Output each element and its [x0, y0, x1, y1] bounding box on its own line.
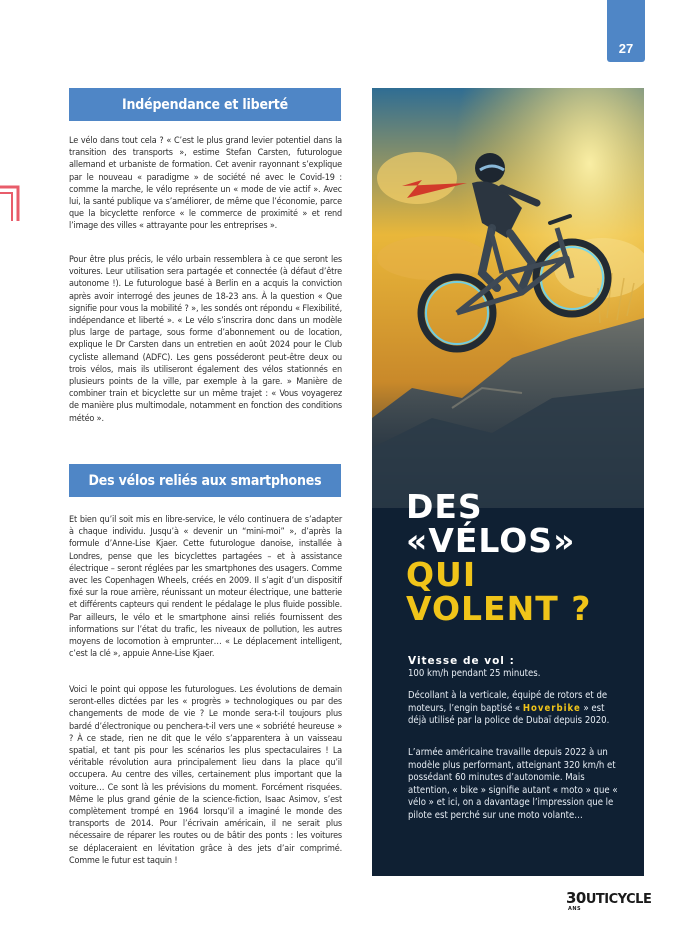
section-header-smartphones — [69, 464, 341, 497]
us-army-paragraph: L’armée américaine travaille depuis 2022 à un modèle plus performant, atteignant 320 km/h et possédant 60 minutes d’autonomie. Mais attention, « bike » signifie autant « moto » que « vélo » et ici, on a davantage l’impression que le pilote est perché sur une moto volante… — [408, 747, 618, 821]
paragraph: Et bien qu’il soit mis en libre-service, le vélo continuera de s’adapter à chaque individu. Jusqu’à « devenir un “mini-moi” », d’après la formule d’Anne-Lise Kjaer. Cette futurologue danoise, installée à Londres, pense que les bicyclettes partagées – et à assistance électrique – seront réglées par les smartphones des usagers. Comme avec les Copenhagen Wheels, créés en 2009. Il s’agit d’un dispositif fixé sur la roue arrière, réunissant un moteur électrique, une batterie et différents capteurs qui rendent le pédalage le plus fluide possible. Par ailleurs, le vélo et le smartphone ainsi reliés fournissent des informations sur l’état du trafic, les niveaux de pollution, les autres moyens de locomotion à emprunter… « Le déplacement intelligent, c’est la clé », appuie Anne-Lise Kjaer. — [69, 515, 342, 660]
page-number: 27 — [618, 41, 634, 56]
logo-name: UTICYCLE — [585, 892, 652, 907]
hoverbike-paragraph — [408, 690, 620, 728]
hoverbike-text-start: Décollant à la verticale, équipé de rotors et de moteurs, l’engin baptisé « — [408, 690, 608, 714]
paragraph: Voici le point qui oppose les futurologues. Les évolutions de demain seront-elles dictées par les « progrès » technologiques ou par des changements de mode de vie ? Le monde sera-t-il toujours plus bardé d’électronique ou penchera-t-il vers une « sobriété heureuse » ? À ce stade, rien ne dit que le vélo s’apparentera à un vaisseau spatial, et tant pis pour les scénarios les plus spectaculaires ! La véritable révolution aura principalement lieu dans la place qu’il occupera. Au centre des villes, certainement plus important que la voiture… Ce sont là les prévisions du moment. Forcément risquées. Même le plus grand génie de la science-fiction, Isaac Asimov, s’est complètement trompé en 1964 lorsqu’il a imaginé le monde des transports de 2014. Pour l’écrivain américain, il ne serait plus nécessaire de réparer les routes ou de bâtir des ponts : les voitures se déplaceraient en lévitation grâce à des jets d’air comprimé. Comme le futur est taquin ! — [69, 685, 342, 866]
speed-info — [408, 655, 620, 680]
headline-line: «VÉLOS» — [406, 521, 576, 560]
page-number-tab — [607, 0, 645, 62]
flying-bike-illustration — [372, 88, 644, 508]
speed-value: 100 km/h pendant 25 minutes. — [408, 667, 541, 679]
section-title: Des vélos reliés aux smartphones — [88, 472, 322, 489]
sidebar-box-flying-bikes — [372, 88, 644, 876]
logo-number: 30 — [566, 889, 586, 907]
sidebar-headline — [406, 487, 592, 628]
margin-corner-mark — [0, 183, 20, 221]
section-title: Indépendance et liberté — [122, 96, 288, 113]
headline-line: DES — [406, 487, 483, 526]
headline-line: VOLENT ? — [406, 589, 592, 628]
cyclemag-30-years-logo — [566, 889, 652, 912]
hoverbike-highlight: Hoverbike — [522, 702, 581, 714]
paragraph: Le vélo dans tout cela ? « C’est le plus grand levier potentiel dans la transition des transports », estime Stefan Carsten, futurologue allemand et urbaniste de formation. Cet avenir rayonnant s’explique par le nouveau « paradigme » de société né avec le Covid-19 : comme la marche, le vélo représente un « mode de vie actif ». Avec lui, la santé publique va s’améliorer, de même que l’économie, parce que la bicyclette renforce « le commerce de proximité » et rend l’image des villes « attrayante pour les entreprises ». — [69, 136, 342, 232]
section-header-independance — [69, 88, 341, 121]
logo-sub: ANS — [568, 906, 582, 912]
speed-title: Vitesse de vol : — [408, 655, 515, 667]
paragraph: Pour être plus précis, le vélo urbain ressemblera à ce que seront les voitures. Leur utilisation sera partagée et connectée (à défaut d’être autonome !). Le futurologue basé à Berlin en a acquis la conviction après avoir interrogé des jeunes de 18-23 ans. À la question « Que signifie pour vous la mobilité ? », les sondés ont répondu « Flexibilité, indépendance et liberté ». « Le vélo s’inscrira donc dans un modèle plus large de partage, sous forme d’abonnement ou de location, explique le Dr Carsten dans un entretien en août 2024 pour le Club cycliste allemand (ADFC). Les gens posséderont peut-être deux ou trois vélos, mais ils utiliseront également des vélos stationnés en plusieurs points de la ville, par exemple à la gare. » Manière de combiner train et bicyclette sur un même trajet : « Vous voyagerez de manière plus multimodale, notamment en fonction des conditions météo ». — [69, 255, 342, 424]
hoverbike-text-end: » est déjà utilisé par la police de Dubaï depuis 2020. — [408, 702, 610, 727]
headline-line: QUI — [406, 555, 477, 594]
